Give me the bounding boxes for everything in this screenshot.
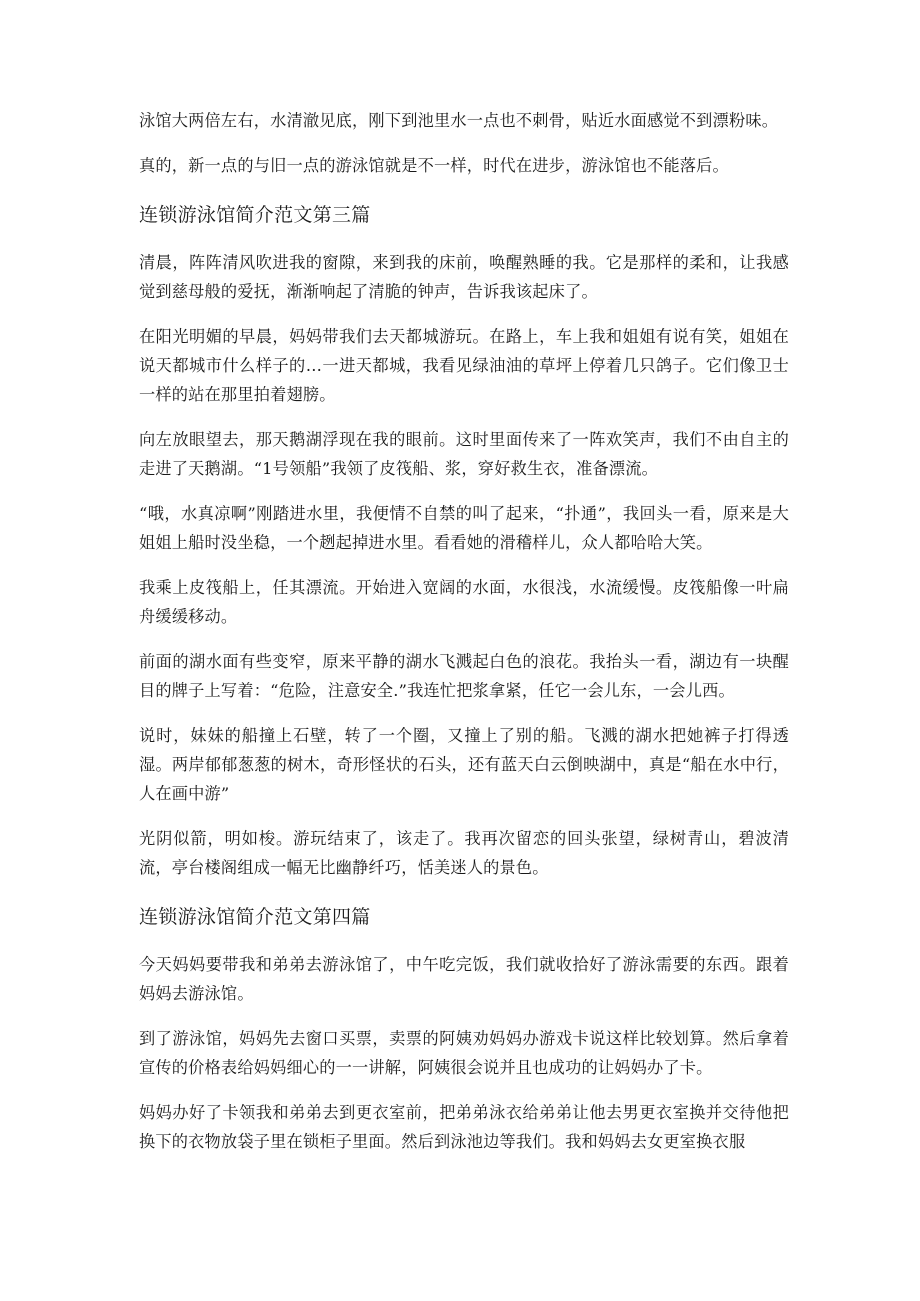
paragraph: 到了游泳馆，妈妈先去窗口买票，卖票的阿姨劝妈妈办游戏卡说这样比较划算。然后拿着宣传的价格表给妈妈细心的一一讲解，阿姨很会说并且也成功的让妈妈办了卡。 — [139, 1029, 789, 1077]
section-heading: 连锁游泳馆简介范文第四篇 — [139, 907, 371, 928]
paragraph: 前面的湖水面有些变窄，原来平静的湖水飞溅起白色的浪花。我抬头一看，湖边有一块醒目的牌子上写着：“危险，注意安全.”我连忙把浆拿紧，任它一会儿东，一会儿西。 — [139, 652, 789, 700]
paragraph: 我乘上皮筏船上，任其漂流。开始进入宽阔的水面，水很浅，水流缓慢。皮筏船像一叶扁舟缓缓移动。 — [139, 578, 789, 626]
paragraph: 光阴似箭，明如梭。游玩结束了，该走了。我再次留恋的回头张望，绿树青山，碧波清流，亭台楼阁组成一幅无比幽静纤巧，恬美迷人的景色。 — [139, 829, 789, 877]
paragraph: 妈妈办好了卡领我和弟弟去到更衣室前，把弟弟泳衣给弟弟让他去男更衣室换并交待他把换下的衣物放袋子里在锁柜子里面。然后到泳池边等我们。我和妈妈去女更室换衣服 — [139, 1103, 789, 1151]
paragraph: “哦，水真凉啊”刚踏进水里，我便情不自禁的叫了起来，“扑通”，我回头一看，原来是大姐姐上船时没坐稳，一个趔起掉进水里。看看她的滑稽样儿，众人都哈哈大笑。 — [139, 504, 789, 552]
paragraph: 泳馆大两倍左右，水清澈见底，刚下到池里水一点也不刺骨，贴近水面感觉不到漂粉味。 — [139, 111, 779, 130]
paragraph: 向左放眼望去，那天鹅湖浮现在我的眼前。这时里面传来了一阵欢笑声，我们不由自主的走进了天鹅湖。“1号领船”我领了皮筏船、浆，穿好救生衣，准备漂流。 — [139, 430, 789, 478]
document-page — [139, 106, 789, 1172]
section-heading: 连锁游泳馆简介范文第三篇 — [139, 205, 371, 226]
paragraph: 今天妈妈要带我和弟弟去游泳馆了，中午吃完饭，我们就收拾好了游泳需要的东西。跟着妈妈去游泳馆。 — [139, 955, 789, 1003]
paragraph: 真的，新一点的与旧一点的游泳馆就是不一样，时代在进步，游泳馆也不能落后。 — [139, 156, 729, 175]
paragraph: 说时，妹妹的船撞上石壁，转了一个圈，又撞上了别的船。飞溅的湖水把她裤子打得透湿。两岸郁郁葱葱的树木，奇形怪状的石头，还有蓝天白云倒映湖中，真是“船在水中行，人在画中游” — [139, 726, 789, 803]
paragraph: 在阳光明媚的早晨，妈妈带我们去天都城游玩。在路上，车上我和姐姐有说有笑，姐姐在说天都城市什么样子的…一进天都城，我看见绿油油的草坪上停着几只鸽子。它们像卫士一样的站在那里拍着翅膀。 — [139, 327, 789, 404]
paragraph: 清晨，阵阵清风吹进我的窗隙，来到我的床前，唤醒熟睡的我。它是那样的柔和，让我感觉到慈母般的爱抚，渐渐响起了清脆的钟声，告诉我该起床了。 — [139, 253, 789, 301]
